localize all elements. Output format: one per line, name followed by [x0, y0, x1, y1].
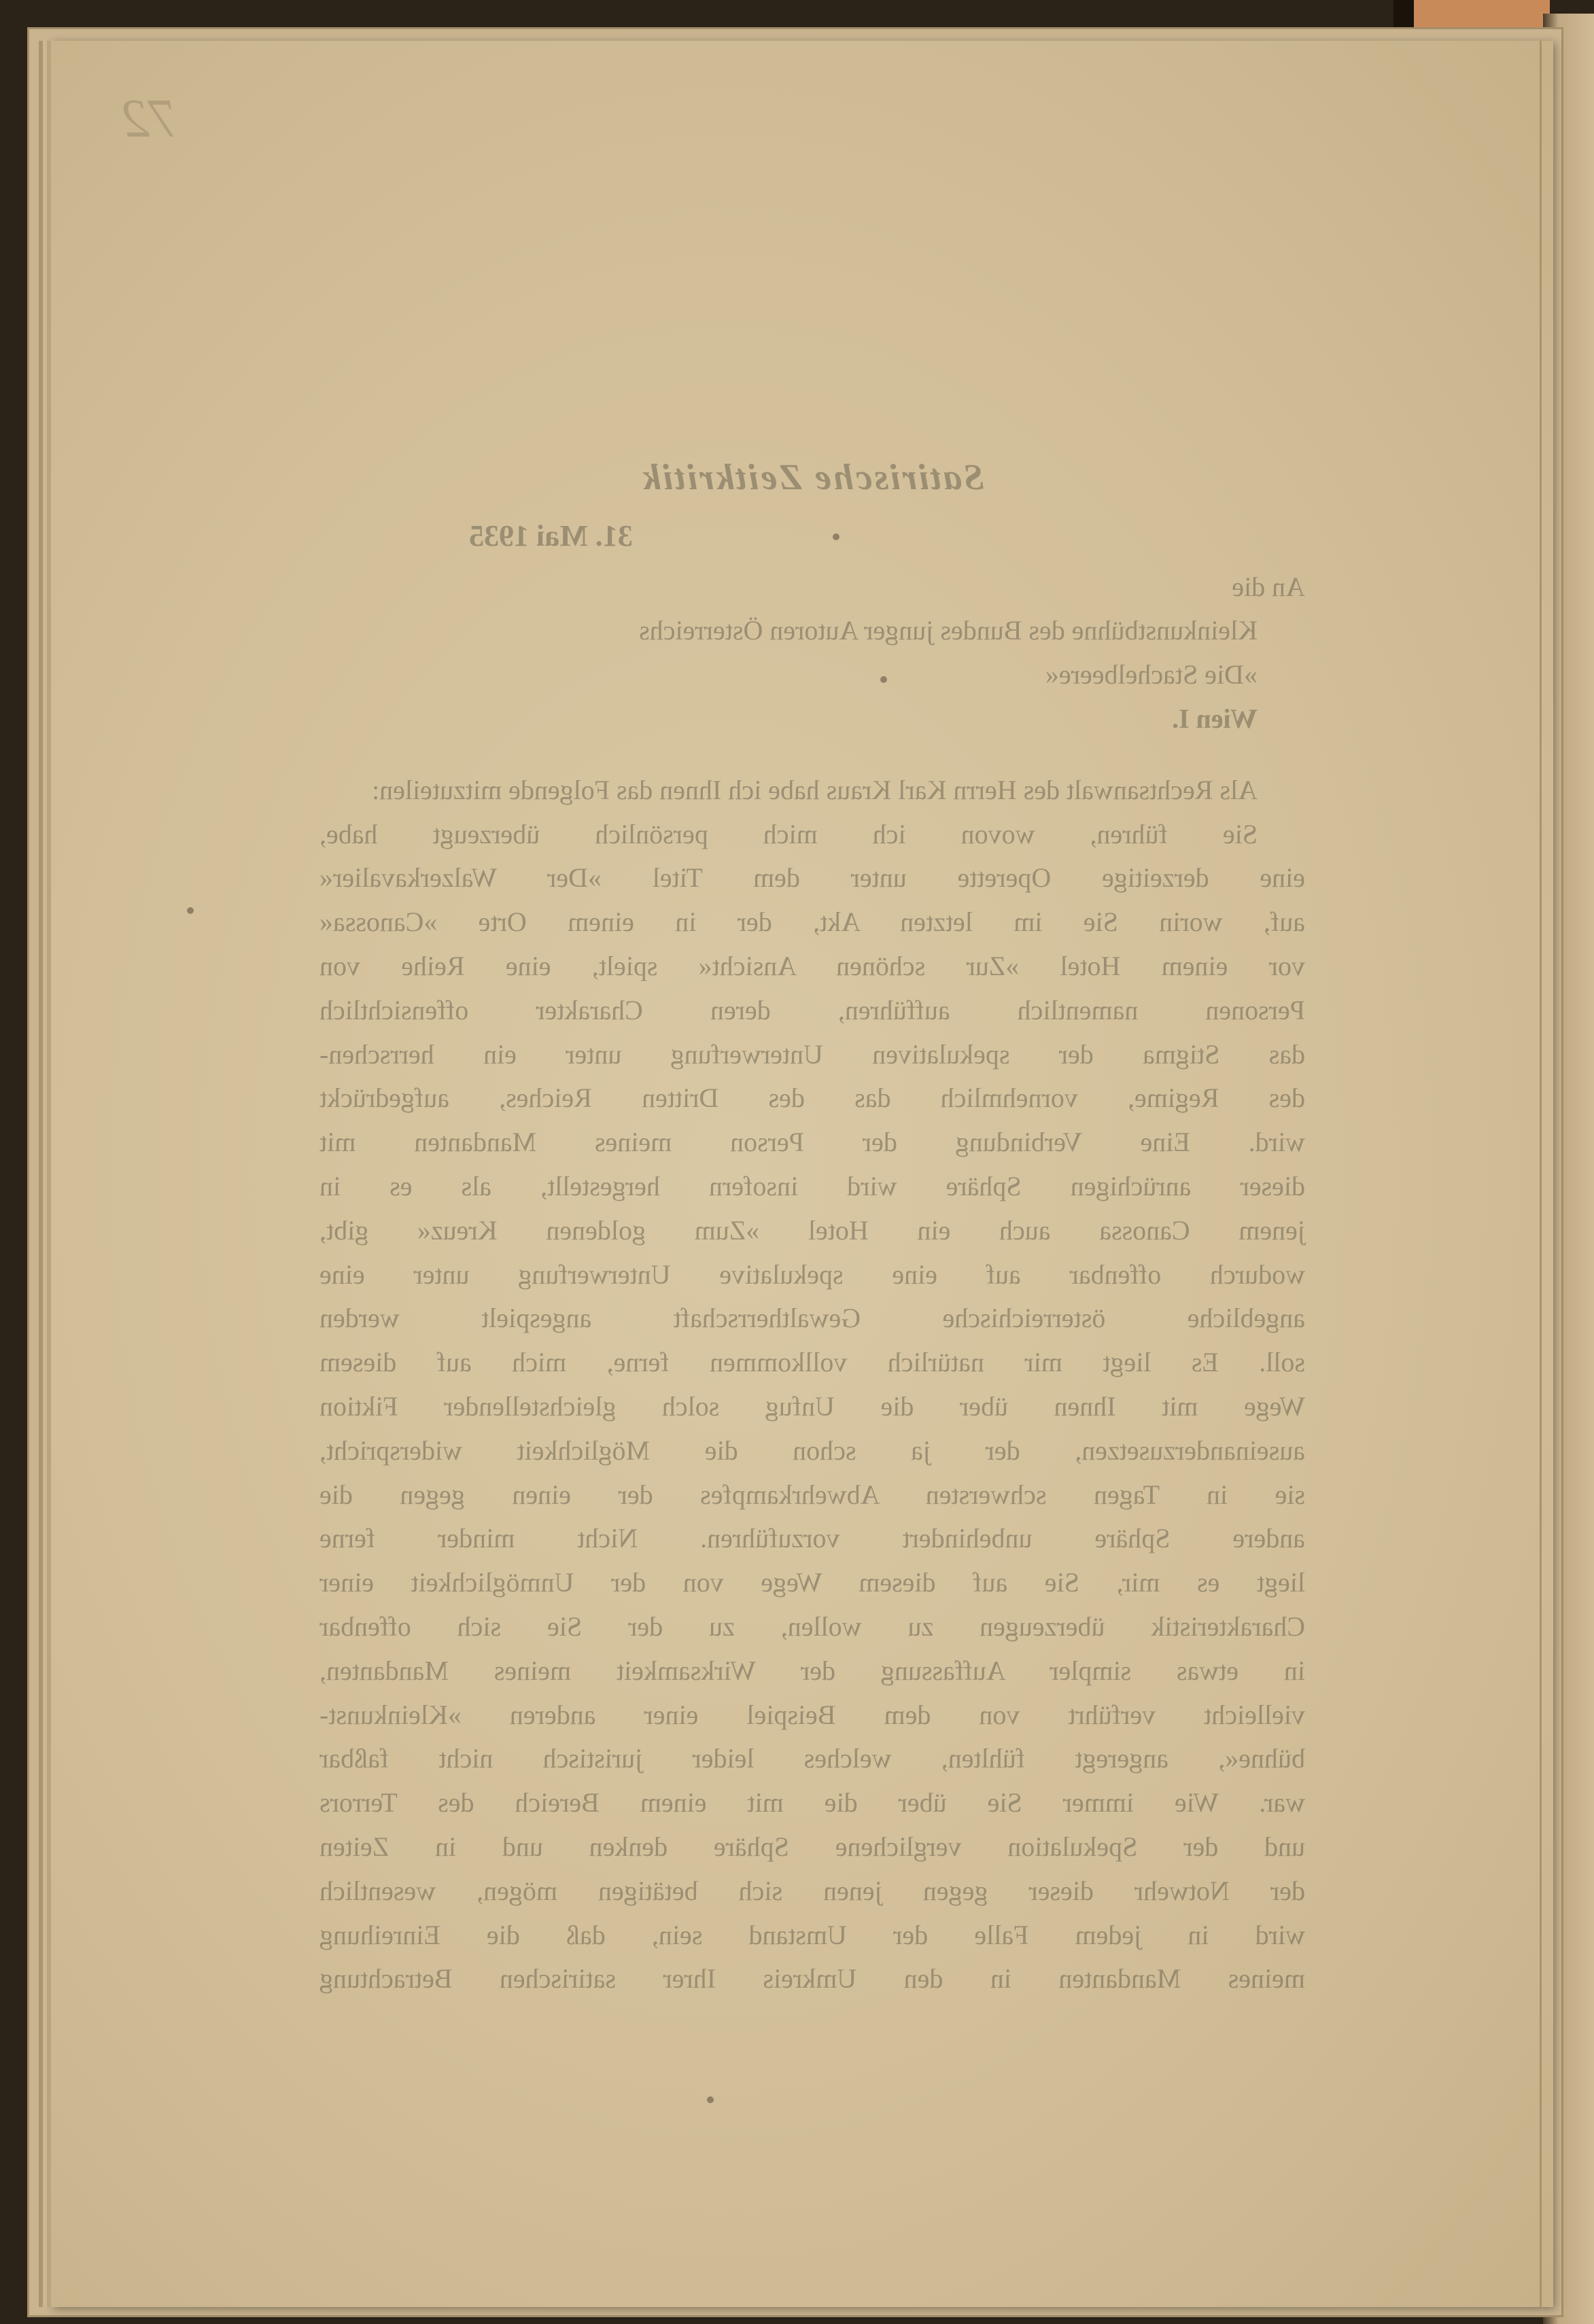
paper-spot — [707, 2096, 714, 2103]
body-line: andere Sphäre unbehindert vorzuführen. Nicht minder ferne — [319, 1523, 1305, 1554]
body-line: sie in Tagen schwersten Abwehrkampfes der einen gegen die — [319, 1479, 1305, 1510]
body-line: des Regime, vornehmlich das des Dritten Reiches, aufgedrückt — [319, 1082, 1305, 1114]
body-line: meines Mandanten in den Umkreis Ihrer satirischen Betrachtung — [319, 1963, 1305, 1994]
body-line: das Stigma der spekulativen Unterwerfung unter ein herrschen- — [319, 1038, 1305, 1070]
letter-title: Satirische Zeitkritik — [640, 457, 984, 497]
address-line-3: »Die Stachelbeere« — [1045, 659, 1258, 690]
page-fold-line — [1540, 41, 1542, 2307]
body-line: jenem Canossa auch ein Hotel »Zum goldenen Kreuz« gibt, — [319, 1214, 1305, 1246]
page-number: 72 — [122, 89, 177, 149]
intro-paragraph: Als Rechtsanwalt des Herrn Karl Kraus habe ich Ihnen das Folgende mitzuteilen: — [372, 774, 1258, 805]
letter-date: 31. Mai 1935 — [469, 518, 633, 552]
body-line: Wege mit Ihnen über die Unfug solch gleichstellender Fiktion — [319, 1390, 1305, 1422]
body-line: auf, worin Sie im letzten Akt, der in einem Orte »Canossa« — [319, 906, 1305, 938]
body-line: vielleicht verführt von dem Beispiel einer anderen »Kleinkunst- — [319, 1699, 1305, 1730]
address-city: Wien I. — [1172, 703, 1258, 734]
body-line: soll. Es liegt mir natürlich vollkommen ferne, mich auf diesem — [319, 1347, 1305, 1378]
body-line: wodurch offenbar auf eine spekulative Unterwerfung unter eine — [319, 1258, 1305, 1290]
body-line: der Notwehr dieser gegen jenen sich betätigen mögen, wesentlich — [319, 1875, 1305, 1906]
body-line: liegt es mir, Sie auf diesem Wege von der Unmöglichkeit einer — [319, 1567, 1305, 1598]
orange-paper-strip — [1414, 0, 1550, 31]
body-line: angebliche österreichische Gewaltherrschaft angespielt werden — [319, 1303, 1305, 1334]
body-line: und der Spekulation verglichene Sphäre denken und in Zeiten — [319, 1831, 1305, 1862]
body-line: in etwas simpler Auffassung der Wirksamkeit meines Mandanten, — [319, 1655, 1305, 1686]
body-text — [319, 813, 1305, 2002]
body-line: vor einem Hotel »Zur schönen Ansicht« spielt, eine Reihe von — [319, 950, 1305, 981]
body-line: bühne«, angeregt fühlten, welches leider juristisch nicht faßbar — [319, 1743, 1305, 1774]
body-line: wird in jedem Falle der Umstand sein, daß die Einreihung — [319, 1919, 1305, 1950]
body-line: auseinanderzusetzen, der ja schon die Möglichkeit widerspricht, — [319, 1434, 1305, 1466]
body-line: Charakteristik überzeugen zu wollen, zu der Sie sich offenbar — [319, 1610, 1305, 1642]
body-line: war. Wie immer Sie über die mit einem Bereich des Terrors — [319, 1787, 1305, 1818]
body-line: Personen namentlich aufführen, deren Charakter offensichtlich — [319, 994, 1305, 1025]
body-line: wird. Eine Verbindung der Person meines Mandanten mit — [319, 1127, 1305, 1158]
address-line-1: An die — [1232, 571, 1305, 602]
bleed-through-text — [319, 455, 1305, 2001]
paper-spot — [187, 907, 194, 914]
body-line: dieser anrüchigen Sphäre wird insofern hergestellt, als es in — [319, 1170, 1305, 1201]
body-line: Sie führen, wovon ich mich persönlich überzeugt habe, — [319, 818, 1258, 849]
address-line-2: Kleinkunstbühne des Bundes junger Autoren Österreichs — [639, 615, 1258, 646]
body-line: eine derzeitige Operette unter dem Titel »Der Walzerkavalier« — [319, 862, 1305, 894]
